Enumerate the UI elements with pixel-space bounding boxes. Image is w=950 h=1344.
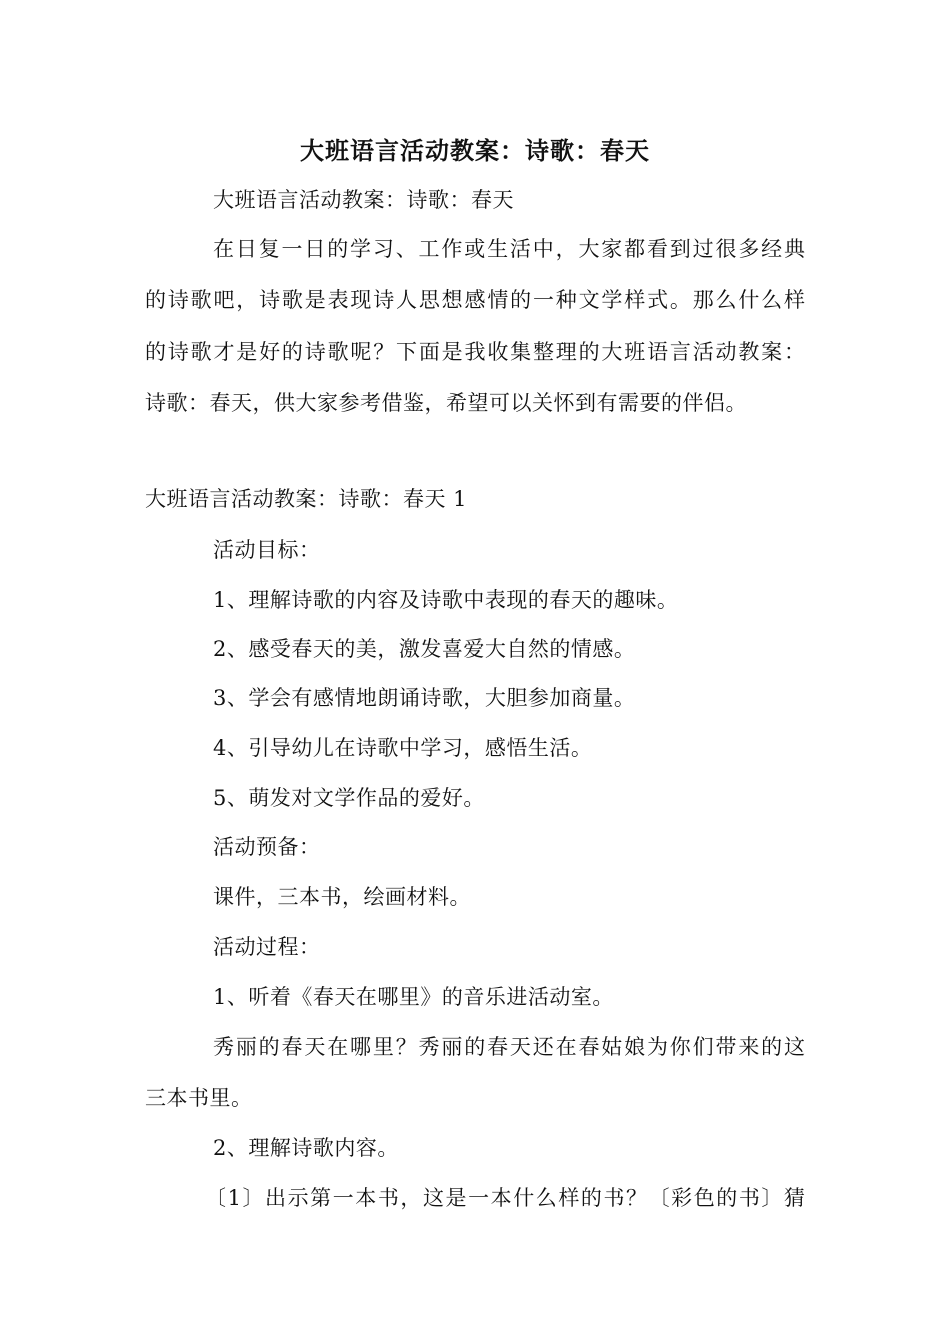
goal-item-4: 4、引导幼儿在诗歌中学习，感悟生活。	[213, 736, 593, 760]
process-heading: 活动过程：	[213, 935, 321, 959]
step-2: 2、理解诗歌内容。	[213, 1136, 399, 1160]
goal-item-2: 2、感受春天的美，激发喜爱大自然的情感。	[213, 637, 636, 661]
intro-line-3: 的诗歌才是好的诗歌呢？下面是我收集整理的大班语言活动教案：	[145, 340, 805, 364]
intro-line-2: 的诗歌吧，诗歌是表现诗人思想感情的一种文学样式。那么什么样	[145, 288, 805, 312]
section-heading: 大班语言活动教案：诗歌：春天 1	[145, 487, 468, 511]
document-title: 大班语言活动教案：诗歌：春天	[300, 136, 650, 165]
goal-item-5: 5、萌发对文学作品的爱好。	[213, 786, 485, 810]
intro-line-4: 诗歌：春天，供大家参考借鉴，希望可以关怀到有需要的伴侣。	[145, 391, 747, 415]
subtitle: 大班语言活动教案：诗歌：春天	[213, 188, 514, 212]
step-1-text-line-1: 秀丽的春天在哪里？秀丽的春天还在春姑娘为你们带来的这	[213, 1035, 805, 1059]
prep-heading: 活动预备：	[213, 835, 321, 859]
goals-heading: 活动目标：	[213, 538, 321, 562]
step-1-text-line-2: 三本书里。	[145, 1086, 253, 1110]
step-2-text: 〔1〕出示第一本书，这是一本什么样的书？〔彩色的书〕猜	[205, 1186, 805, 1210]
intro-line-1: 在日复一日的学习、工作或生活中，大家都看到过很多经典	[213, 237, 805, 261]
step-1: 1、听着《春天在哪里》的音乐进活动室。	[213, 985, 614, 1009]
prep-text: 课件，三本书，绘画材料。	[213, 885, 471, 909]
goal-item-3: 3、学会有感情地朗诵诗歌，大胆参加商量。	[213, 686, 636, 710]
goal-item-1: 1、理解诗歌的内容及诗歌中表现的春天的趣味。	[213, 588, 679, 612]
